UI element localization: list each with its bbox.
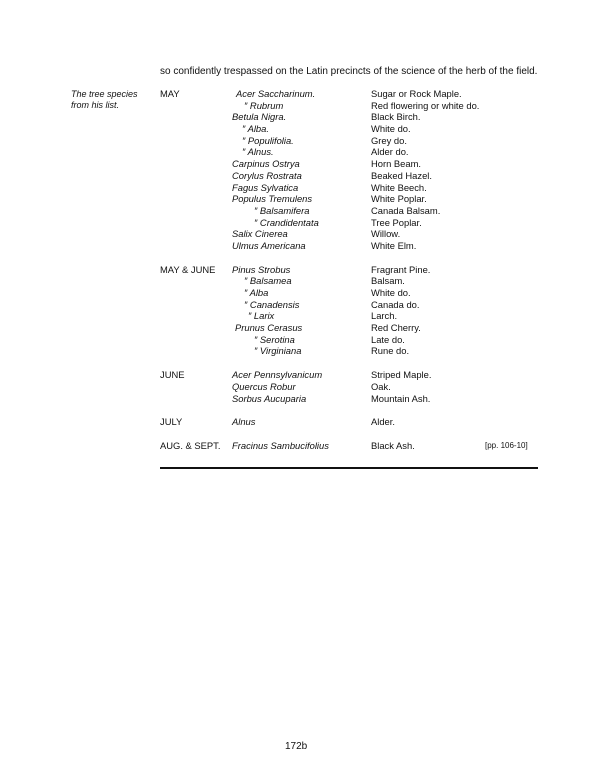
common-name: Tree Poplar. <box>371 216 422 228</box>
month-label: JULY <box>160 416 183 428</box>
latin-name: Carpinus Ostrya <box>232 158 300 170</box>
species-table <box>0 88 600 452</box>
table-row <box>0 393 600 405</box>
table-row <box>0 217 600 229</box>
table-row <box>0 123 600 135</box>
latin-name: Acer Pennsylvanicum <box>232 369 323 381</box>
common-name: Black Ash. <box>371 439 415 451</box>
latin-name: Quercus Robur <box>232 380 296 392</box>
table-row <box>0 310 600 322</box>
latin-name: ″ Balsamea <box>244 275 292 287</box>
common-name: Red flowering or white do. <box>371 99 480 111</box>
latin-name: ″ Canadensis <box>244 298 300 310</box>
common-name: Red Cherry. <box>371 322 421 334</box>
common-name: Alder do. <box>371 146 409 158</box>
common-name: Mountain Ash. <box>371 392 431 404</box>
common-name: Late do. <box>371 333 405 345</box>
table-row <box>0 440 600 452</box>
page-number: 172b <box>285 741 308 752</box>
latin-name: Salix Cinerea <box>232 228 288 240</box>
table-row <box>0 381 600 393</box>
latin-name: Pinus Strobus <box>232 263 291 275</box>
latin-name: ″ Alba <box>244 287 269 298</box>
latin-name: Corylus Rostrata <box>232 169 302 181</box>
month-label: MAY & JUNE <box>160 263 216 275</box>
table-row <box>0 264 600 276</box>
table-row <box>0 275 600 287</box>
common-name: Oak. <box>371 380 391 392</box>
latin-name: Prunus Cerasus <box>235 322 303 334</box>
section-rule <box>160 467 538 469</box>
table-row <box>0 228 600 240</box>
common-name: White do. <box>371 123 411 135</box>
latin-name: Populus Tremulens <box>232 193 313 205</box>
latin-name: Betula Nigra. <box>232 111 287 123</box>
latin-name: Acer Saccharinum. <box>236 88 316 99</box>
table-row <box>0 416 600 428</box>
common-name: White Elm. <box>371 239 417 251</box>
latin-name: ″ Alnus. <box>242 146 274 158</box>
common-name: Canada do. <box>371 298 420 310</box>
common-name: Canada Balsam. <box>371 204 441 216</box>
common-name: Willow. <box>371 228 401 240</box>
common-name: White Beech. <box>371 181 427 193</box>
common-name: Horn Beam. <box>371 158 422 170</box>
common-name: Fragrant Pine. <box>371 263 431 275</box>
latin-name: ″ Alba. <box>242 123 269 135</box>
margin-note: The tree species from his list. <box>71 89 138 110</box>
table-row <box>0 88 600 100</box>
latin-name: ″ Populifolia. <box>242 134 294 146</box>
table-row <box>0 135 600 147</box>
table-row <box>0 170 600 182</box>
table-row <box>0 322 600 334</box>
common-name: Grey do. <box>371 134 407 146</box>
common-name: Larch. <box>371 310 398 322</box>
table-row <box>0 345 600 357</box>
latin-name: ″ Larix <box>248 310 275 322</box>
latin-name: ″ Rubrum <box>244 99 284 111</box>
common-name: White Poplar. <box>371 193 427 205</box>
common-name: White do. <box>371 287 411 298</box>
latin-name: Fracinus Sambucifolius <box>232 439 329 451</box>
latin-name: ″ Crandidentata <box>254 216 319 228</box>
table-row <box>0 369 600 381</box>
common-name: Rune do. <box>371 345 410 357</box>
table-row <box>0 240 600 252</box>
latin-name: Sorbus Aucuparia <box>232 392 307 404</box>
common-name: Sugar or Rock Maple. <box>371 88 462 99</box>
table-row <box>0 158 600 170</box>
common-name: Striped Maple. <box>371 369 432 381</box>
latin-name: ″ Virginiana <box>254 345 302 357</box>
table-row <box>0 334 600 346</box>
month-label: JUNE <box>160 369 185 381</box>
table-row <box>0 299 600 311</box>
page-reference: [pp. 106-10] <box>485 440 528 450</box>
latin-name: Ulmus Americana <box>232 239 306 251</box>
latin-name: ″ Serotina <box>254 333 295 345</box>
common-name: Black Birch. <box>371 111 421 123</box>
table-row <box>0 182 600 194</box>
latin-name: ″ Balsamifera <box>254 204 310 216</box>
intro-text: so confidently trespassed on the Latin precincts of the science of the herb of the field. <box>160 66 538 77</box>
table-row <box>0 146 600 158</box>
table-row <box>0 287 600 299</box>
table-row <box>0 193 600 205</box>
table-row <box>0 111 600 123</box>
common-name: Alder. <box>371 416 395 428</box>
latin-name: Alnus <box>232 416 256 428</box>
table-row <box>0 205 600 217</box>
month-label: AUG. & SEPT. <box>160 439 221 451</box>
latin-name: Fagus Sylvatica <box>232 181 299 193</box>
month-label: MAY <box>160 88 180 99</box>
common-name: Balsam. <box>371 275 405 287</box>
table-row <box>0 100 600 112</box>
common-name: Beaked Hazel. <box>371 169 432 181</box>
